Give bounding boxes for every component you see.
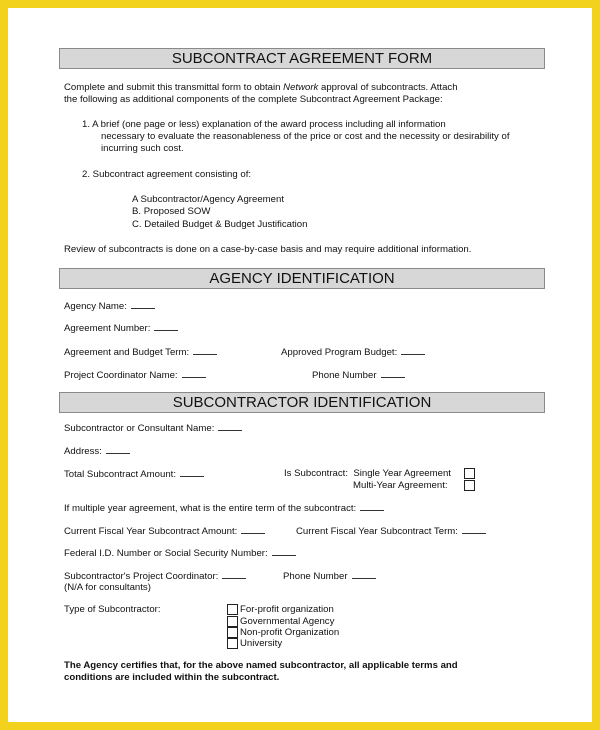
na-consultants-note: (N/A for consultants) <box>64 582 151 593</box>
for-profit-label: For-profit organization <box>240 604 334 615</box>
project-coordinator-name-field[interactable]: Project Coordinator Name: <box>64 369 206 382</box>
consultant-name-field[interactable]: Subcontractor or Consultant Name: <box>64 422 242 435</box>
governmental-agency-label: Governmental Agency <box>240 616 335 627</box>
single-year-checkbox[interactable] <box>464 468 475 479</box>
total-subcontract-amount-field[interactable]: Total Subcontract Amount: <box>64 468 204 481</box>
sub-project-coordinator-field[interactable]: Subcontractor's Project Coordinator: <box>64 570 246 583</box>
item-2: 2. Subcontract agreement consisting of: <box>82 169 252 180</box>
form-title-header: SUBCONTRACT AGREEMENT FORM <box>59 48 545 69</box>
multi-year-term-field[interactable]: If multiple year agreement, what is the entire term of the subcontract: <box>64 502 384 515</box>
address-field[interactable]: Address: <box>64 445 130 458</box>
non-profit-checkbox[interactable] <box>227 627 238 638</box>
university-checkbox[interactable] <box>227 638 238 649</box>
form-page <box>8 8 592 722</box>
agency-identification-header: AGENCY IDENTIFICATION <box>59 268 545 289</box>
network-word: Network <box>283 82 319 93</box>
subitem-c: C. Detailed Budget & Budget Justification <box>132 219 308 230</box>
agency-phone-number-field[interactable]: Phone Number <box>312 369 405 382</box>
intro-line-2: the following as additional components of the complete Subcontract Agreement Package: <box>64 94 443 105</box>
non-profit-label: Non-profit Organization <box>240 627 340 638</box>
subitem-a: A Subcontractor/Agency Agreement <box>132 194 284 205</box>
item-1-line-3: incurring such cost. <box>101 143 184 154</box>
multi-year-checkbox[interactable] <box>464 480 475 491</box>
subcontractor-identification-header: SUBCONTRACTOR IDENTIFICATION <box>59 392 545 413</box>
agency-name-field[interactable]: Agency Name: <box>64 300 155 313</box>
intro-line-1: Complete and submit this transmittal form to obtain Network approval of subcontracts. Attach <box>64 82 458 93</box>
item-1-line-2: necessary to evaluate the reasonableness of the price or cost and the necessity or desirability of <box>101 131 510 142</box>
subitem-b: B. Proposed SOW <box>132 206 211 217</box>
certification-line-2: conditions are included within the subcontract. <box>64 672 280 683</box>
certification-line-1: The Agency certifies that, for the above named subcontractor, all applicable terms and <box>64 660 458 671</box>
review-note: Review of subcontracts is done on a case-by-case basis and may require additional information. <box>64 244 472 255</box>
is-subcontract-label: Is Subcontract: Single Year Agreement <box>284 468 451 479</box>
approved-program-budget-field[interactable]: Approved Program Budget: <box>281 346 425 359</box>
item-1-line-1: 1. A brief (one page or less) explanation of the award process including all information <box>82 119 446 130</box>
for-profit-checkbox[interactable] <box>227 604 238 615</box>
agreement-budget-term-field[interactable]: Agreement and Budget Term: <box>64 346 217 359</box>
fiscal-year-amount-field[interactable]: Current Fiscal Year Subcontract Amount: <box>64 525 265 538</box>
type-of-subcontractor-label: Type of Subcontractor: <box>64 604 161 615</box>
fiscal-year-term-field[interactable]: Current Fiscal Year Subcontract Term: <box>296 525 486 538</box>
federal-id-field[interactable]: Federal I.D. Number or Social Security Number: <box>64 547 296 560</box>
agreement-number-field[interactable]: Agreement Number: <box>64 322 178 335</box>
sub-phone-number-field[interactable]: Phone Number <box>283 570 376 583</box>
governmental-agency-checkbox[interactable] <box>227 616 238 627</box>
multi-year-label: Multi-Year Agreement: <box>353 480 448 491</box>
university-label: University <box>240 638 283 649</box>
